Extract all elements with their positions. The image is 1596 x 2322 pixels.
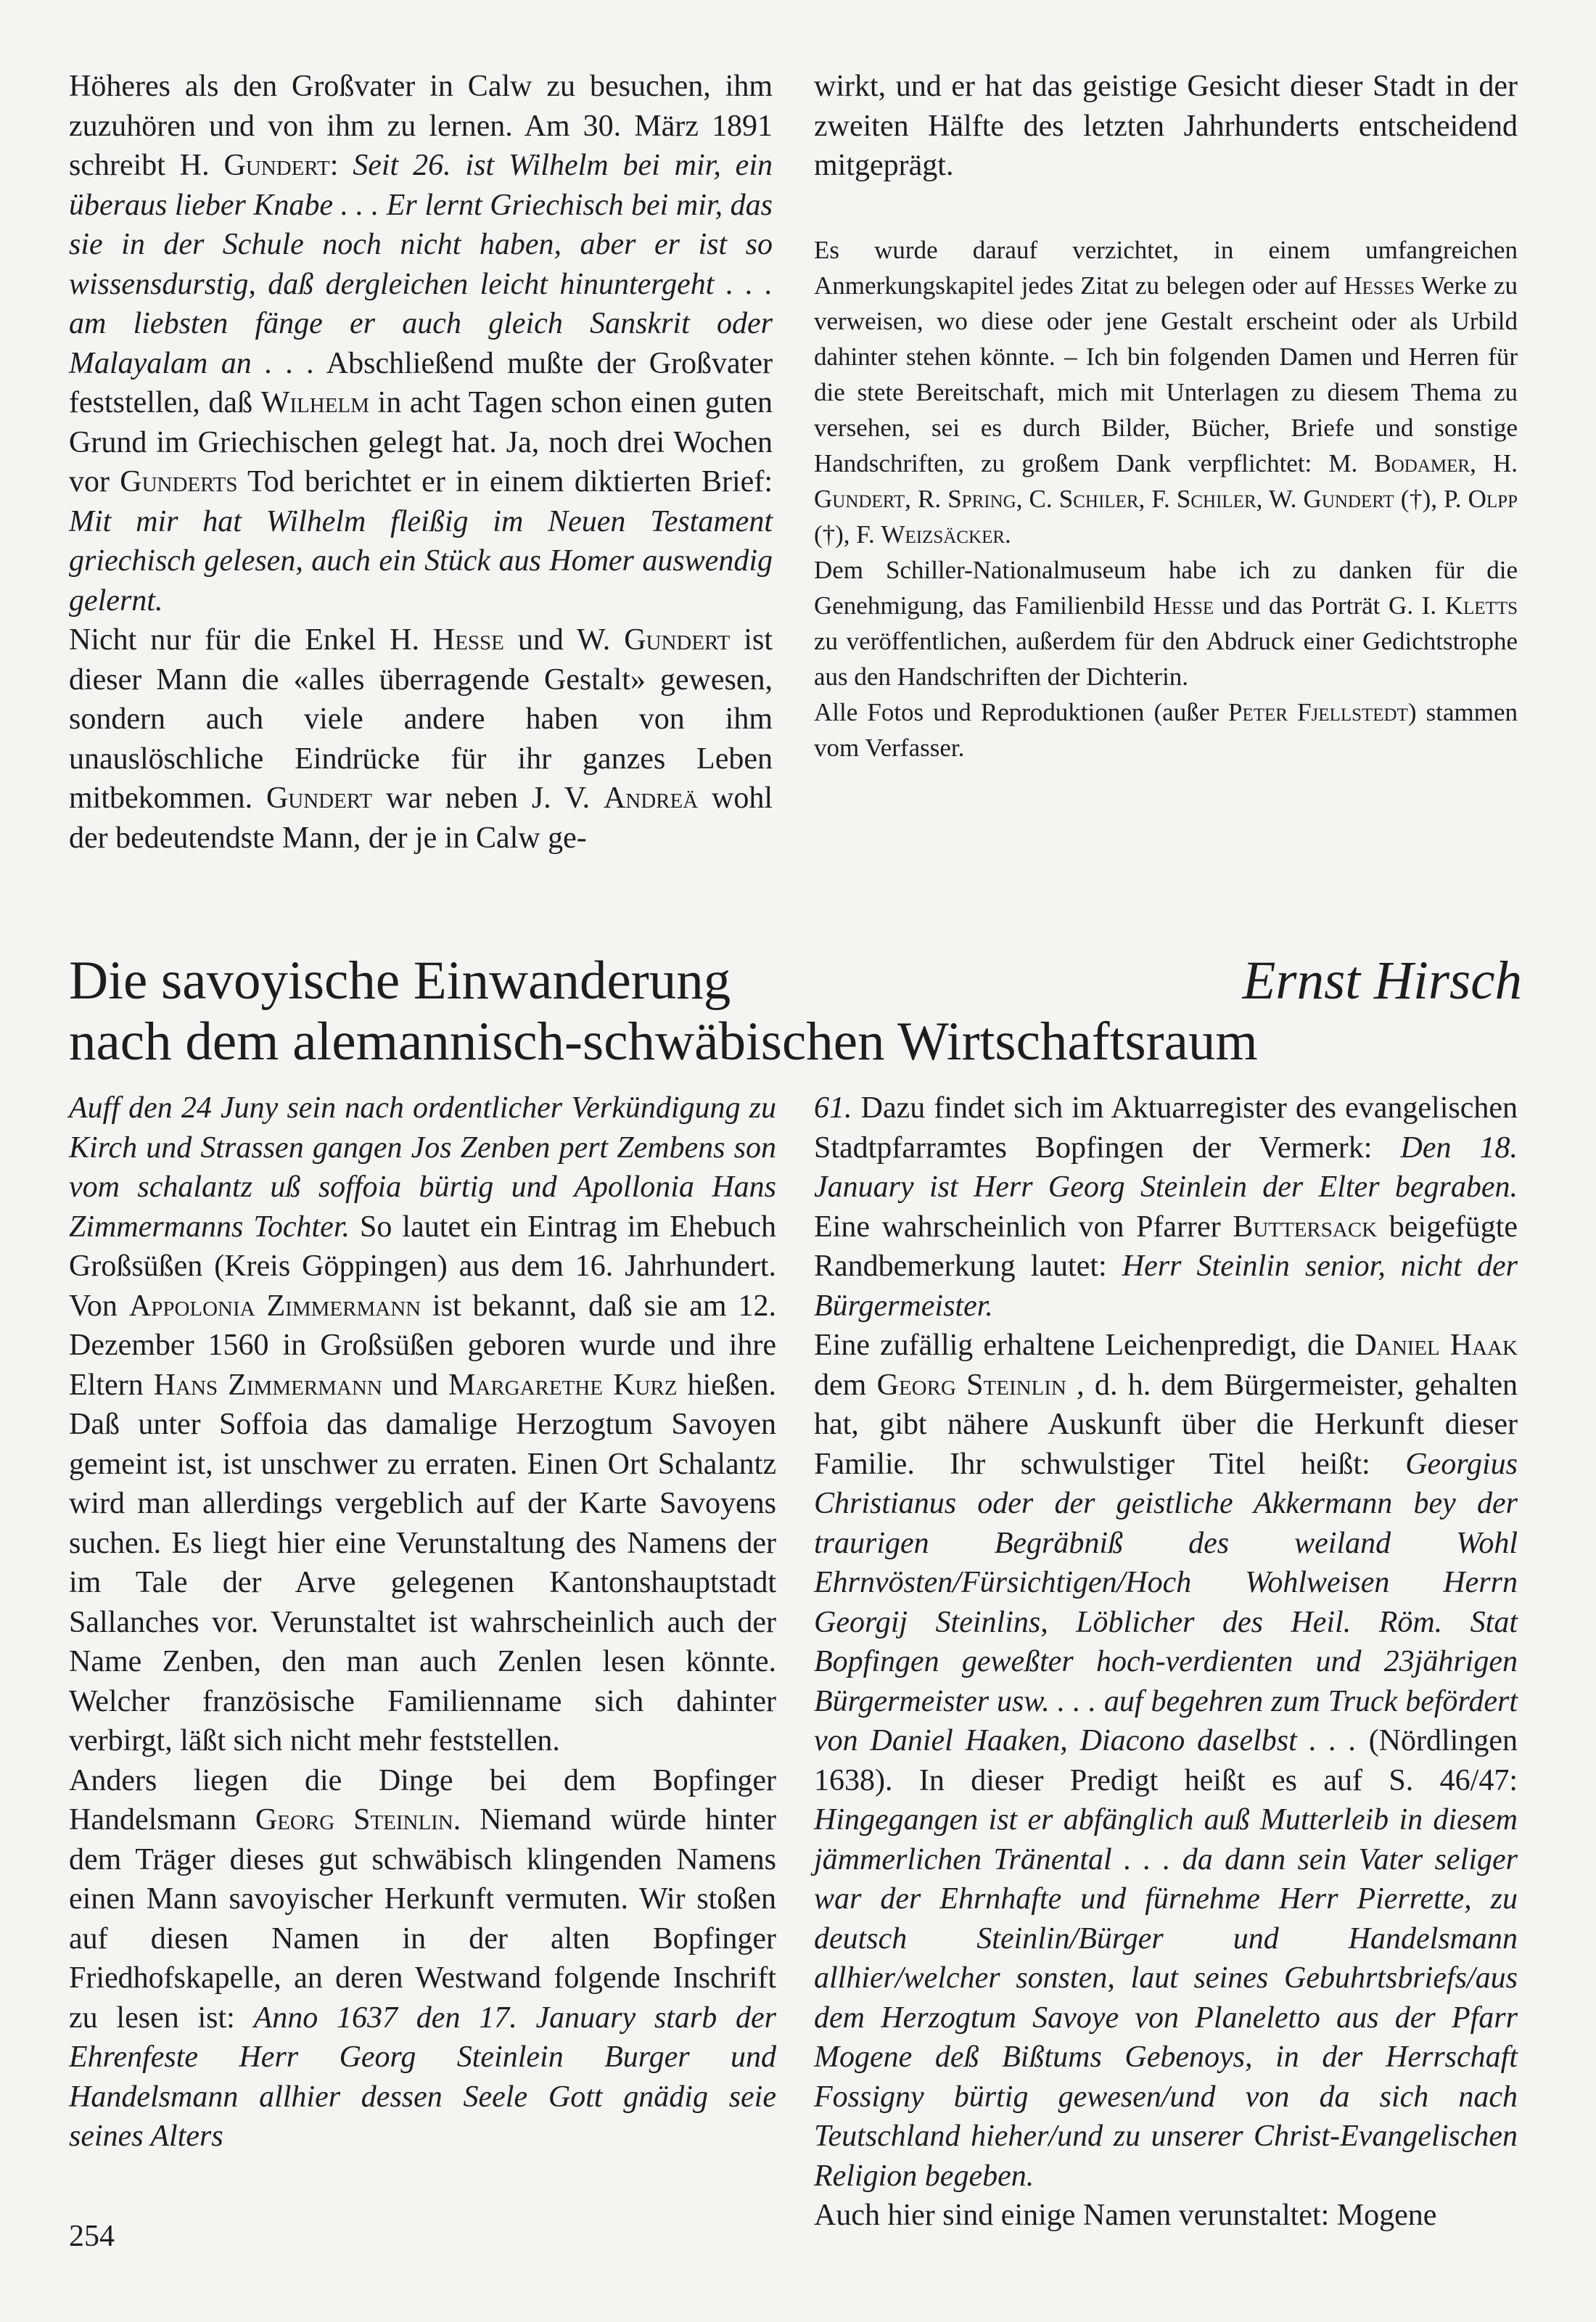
small-caps-name: Hesses: [1344, 271, 1415, 300]
text-run: :: [329, 149, 353, 182]
page-number: 254: [69, 2220, 115, 2253]
text-run: So lautet ein Eintrag im Ehebuch Großsüßen (Kreis Göppingen) aus dem 16. Jahrhundert. Von: [69, 1210, 777, 1323]
text-run: ist dieser Mann die «alles überragende Gestalt» gewesen, sondern auch viele andere haben von ihm unauslöschliche Eindrücke für ihr ganzes Leben mitbekommen.: [69, 623, 773, 815]
paragraph: [814, 67, 1518, 186]
text-run: und das Porträt G. I.: [1214, 591, 1445, 620]
text-run: Alle Fotos und Reproduktionen (außer: [814, 697, 1229, 726]
article-title-line-2: nach dem alemannisch-schwäbischen Wirtschaftsraum: [69, 1012, 1258, 1072]
text-run: , R.: [905, 484, 948, 513]
italic-run: Mit mir hat Wilhelm fleißig im Neuen Testament griechisch gelesen, auch ein Stück aus Homer auswendig gelernt.: [69, 504, 773, 618]
small-caps-name: Wilhelm: [260, 386, 369, 419]
italic-run: Seit 26. ist Wilhelm bei mir, ein überaus lieber Knabe . . . Er lernt Griechisch bei mir, das sie in der Schule noch nicht haben, aber er ist so wissensdurstig, daß dergleichen leicht hinuntergeht . . . am liebsten fänge er auch gleich Sanskrit oder Malayalam an . . .: [69, 149, 773, 380]
small-caps-name: Hans Zimmermann: [153, 1368, 382, 1402]
text-run: und: [382, 1368, 449, 1402]
small-caps-name: Margarethe Kurz: [448, 1368, 678, 1402]
text-run: .: [1005, 520, 1011, 549]
small-caps-name: Bodamer: [1374, 448, 1470, 477]
small-caps-name: Georg Steinlin: [255, 1803, 453, 1837]
text-run: war neben J. V.: [372, 781, 604, 815]
small-caps-name: Olpp: [1468, 484, 1518, 513]
text-run: ) stammen vom Verfasser.: [814, 697, 1518, 762]
text-run: (Nördlingen 1638). In dieser Predigt heißt es auf S. 46/47:: [814, 1724, 1518, 1797]
column-bottom-left: [69, 1088, 776, 2157]
text-run: dem: [814, 1368, 877, 1402]
text-run: , C.: [1016, 484, 1059, 513]
text-run: Werke zu verweisen, wo diese oder jene Gestalt erscheint oder als Urbild dahinter stehen könnte. – Ich bin folgenden Damen und Herren für die stete Bereitschaft, mich mit Unterlagen zu diesem Thema zu versehen, sei es durch Bilder, Bücher, Briefe und sonstige Handschriften, zu großem Dank verpflichtet: M.: [814, 271, 1518, 477]
small-caps-name: Buttersack: [1233, 1210, 1378, 1244]
small-caps-name: Andreä: [603, 781, 699, 815]
paragraph: [69, 1088, 776, 2157]
italic-run: 61.: [814, 1091, 852, 1125]
italic-run: Herr Steinlin senior, nicht der Bürgermeister.: [814, 1250, 1518, 1323]
small-caps-name: Gundert: [1303, 484, 1394, 513]
text-run: Nicht nur für die Enkel H.: [69, 623, 433, 657]
paragraph: [69, 67, 773, 858]
paragraph: [814, 1088, 1518, 2236]
text-run: Es wurde darauf verzichtet, in einem umfangreichen Anmerkungskapitel jedes Zitat zu belegen oder auf: [814, 235, 1518, 300]
italic-run: Anno 1637 den 17. January starb der Ehrenfeste Herr Georg Steinlein Burger und Handelsmann allhier dessen Seele Gott gnädig seie seines Alters: [69, 2001, 776, 2153]
text-run: (†), F.: [814, 520, 881, 549]
text-run: . Niemand würde hinter dem Träger dieses gut schwäbisch klingenden Namens einen Mann savoyischer Herkunft vermuten. Wir stoßen auf diesen Namen in der alten Bopfinger Friedhofskapelle, an deren Westwand folgende Inschrift zu lesen ist:: [69, 1803, 776, 2035]
acknowledgement-note: [814, 232, 1518, 766]
column-top-left: [69, 67, 773, 858]
text-run: (†), P.: [1394, 484, 1468, 513]
article-title-line-1: Die savoyische Einwanderung: [69, 951, 731, 1011]
article-author: Ernst Hirsch: [1242, 951, 1522, 1011]
small-caps-name: Peter Fjellstedt: [1228, 697, 1408, 726]
small-caps-name: Gunderts: [120, 465, 238, 499]
italic-run: Hingegangen ist er abfänglich auß Mutterleib in diesem jämmerlichen Tränental . . . da dann sein Vater seliger war der Ehrnhafte und fürnehme Herr Pierrette, zu deutsch Steinlin/Bürger und Handelsmann allhier/welcher sonsten, laut seines Gebuhrtsbriefs/aus dem Herzogtum Savoye von Planeletto aus der Pfarr Mogene deß Bißtums Gebenoys, in der Herrschaft Fossigny bürtig gewesen/und von da sich nach Teutschland hieher/und zu unserer Christ-Evangelischen Religion begeben.: [814, 1803, 1518, 2193]
text-run: und W.: [503, 623, 625, 657]
column-top-right: [814, 67, 1518, 766]
paragraph: [814, 232, 1518, 766]
text-run: Auch hier sind einige Namen verunstaltet: Mogene: [814, 2199, 1437, 2232]
small-caps-name: Gundert: [266, 781, 373, 815]
text-run: hießen. Daß unter Soffoia das damalige Herzogtum Savoyen gemeint ist, ist unschwer zu erraten. Einen Ort Schalantz wird man allerdings vergeblich auf der Karte Savoyens suchen. Es liegt hier eine Verunstaltung des Namens der im Tale der Arve gelegenen Kantonshauptstadt Sallanches vor. Verunstaltet ist wahrscheinlich auch der Name Zenben, den man auch Zenlen lesen könnte. Welcher französische Familienname sich dahinter verbirgt, läßt sich nicht mehr feststellen.: [69, 1368, 777, 1757]
text-run: Abschließend mußte der Großvater feststellen, daß: [69, 346, 773, 419]
text-run: , d. h. dem Bürgermeister, gehalten hat, gibt nähere Auskunft über die Herkunft dieser Familie. Ihr schwulstiger Titel heißt:: [814, 1368, 1518, 1481]
text-run: Höheres als den Großvater in Calw zu besuchen, ihm zuzuhören und von ihm zu lernen. Am 30. März 1891 schreibt H.: [69, 70, 773, 182]
text-run: , W.: [1256, 484, 1304, 513]
text-run: in acht Tagen schon einen guten Grund im Griechischen gelegt hat. Ja, noch drei Wochen vor: [69, 386, 773, 499]
text-run: , F.: [1138, 484, 1177, 513]
small-caps-name: Gundert: [624, 623, 731, 657]
text-run: Tod berichtet er in einem diktierten Brief:: [237, 465, 773, 499]
small-caps-name: Gundert: [814, 484, 905, 513]
text-run: wirkt, und er hat das geistige Gesicht dieser Stadt in der zweiten Hälfte des letzten Jahrhunderts entscheidend mitgeprägt.: [814, 70, 1518, 182]
small-caps-name: Schiler: [1058, 484, 1139, 513]
small-caps-name: Hesse: [1153, 591, 1214, 620]
italic-run: Auff den 24 Juny sein nach ordentlicher Verkündigung zu Kirch und Strassen gangen Jos Zenben pert Zembens son vom schalantz uß soffoia bürtig und Apollonia Hans Zimmermanns Tochter.: [69, 1091, 776, 1244]
text-run: Dem Schiller-Nationalmuseum habe ich zu danken für die Genehmigung, das Familienbild: [814, 555, 1518, 620]
column-bottom-right: [814, 1088, 1518, 2236]
small-caps-name: Appolonia Zimmermann: [128, 1289, 421, 1323]
text-run: zu veröffentlichen, außerdem für den Abdruck einer Gedichtstrophe aus den Handschriften der Dichterin.: [814, 626, 1518, 691]
text-run: wohl der bedeutendste Mann, der je in Calw ge-: [69, 781, 773, 855]
text-run: Anders liegen die Dinge bei dem Bopfinger Handelsmann: [69, 1763, 776, 1837]
text-run: , H.: [1470, 448, 1518, 477]
text-run: Dazu findet sich im Aktuarregister des evangelischen Stadtpfarramtes Bopfingen der Vermerk:: [814, 1091, 1518, 1165]
text-run: Eine wahrscheinlich von Pfarrer: [814, 1210, 1233, 1244]
small-caps-name: Georg Steinlin: [876, 1368, 1066, 1402]
small-caps-name: Schiler: [1176, 484, 1256, 513]
italic-run: Den 18. January ist Herr Georg Steinlein der Elter begraben.: [814, 1131, 1518, 1204]
small-caps-name: Hesse: [432, 623, 504, 657]
small-caps-name: Weizsäcker: [881, 520, 1005, 549]
small-caps-name: Spring: [947, 484, 1016, 513]
text-run: Eine zufällig erhaltene Leichenpredigt, die: [814, 1329, 1355, 1362]
text-run: beigefügte Randbemerkung lautet:: [814, 1210, 1518, 1283]
small-caps-name: Daniel Haak: [1354, 1329, 1518, 1362]
small-caps-name: Gundert: [223, 149, 330, 182]
italic-run: Georgius Christianus oder der geistliche Akkermann bey der traurigen Begräbniß des weiland Wohl Ehrnvösten/Fürsichtigen/Hoch Wohlweisen Herrn Georgij Steinlins, Löblicher des Heil. Röm. Stat Bopfingen gewеßter hoch-verdienten und 23jährigen Bürgermeister usw. . . . auf begehren zum Truck befördert von Daniel Haaken, Diacono daselbst . . .: [814, 1447, 1518, 1757]
text-run: ist bekannt, daß sie am 12. Dezember 1560 in Großsüßen geboren wurde und ihre Eltern: [69, 1289, 776, 1402]
small-caps-name: Kletts: [1444, 591, 1518, 620]
